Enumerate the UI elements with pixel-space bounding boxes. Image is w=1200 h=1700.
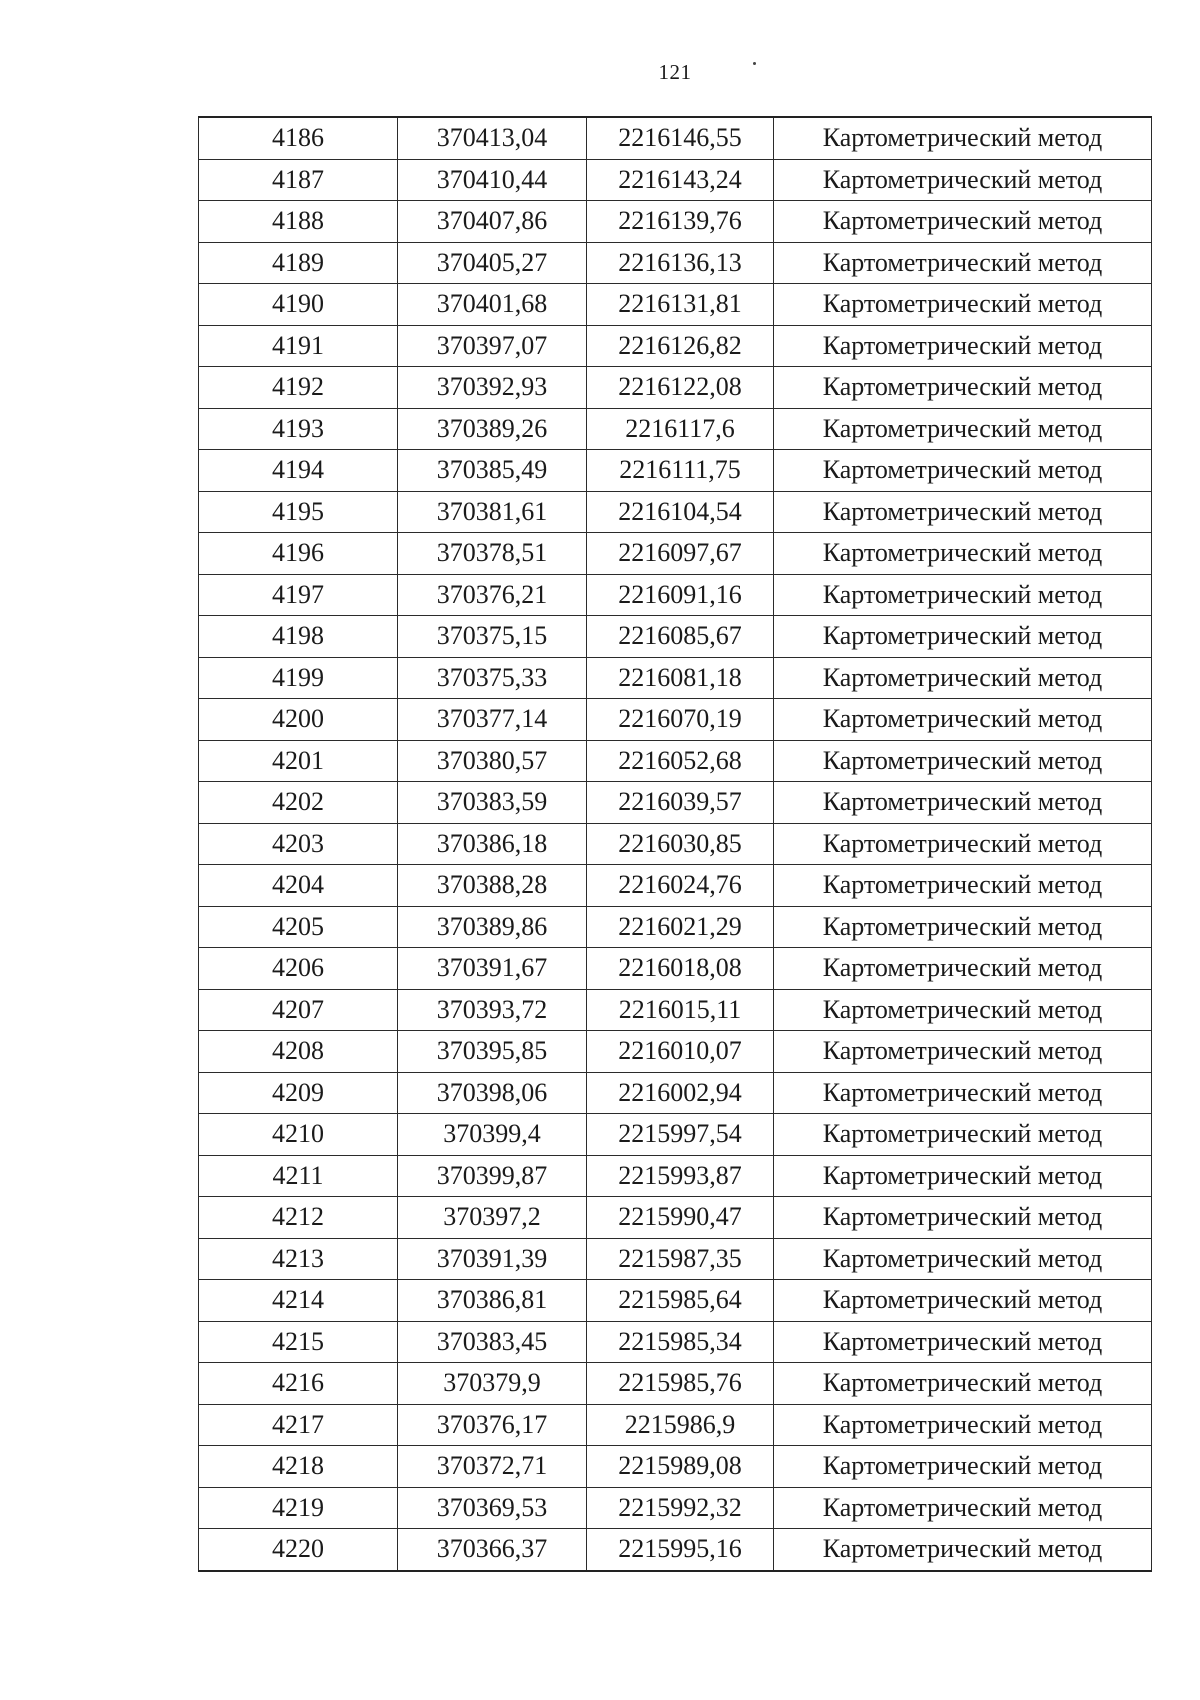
method-cell: Картометрический метод <box>774 1238 1152 1280</box>
x-coordinate-cell: 370398,06 <box>398 1072 587 1114</box>
method-cell: Картометрический метод <box>774 450 1152 492</box>
table-row <box>199 201 1152 243</box>
y-coordinate-cell: 2216091,16 <box>587 574 774 616</box>
table-row <box>199 657 1152 699</box>
method-cell: Картометрический метод <box>774 242 1152 284</box>
x-coordinate-cell: 370376,21 <box>398 574 587 616</box>
table-row <box>199 284 1152 326</box>
table-row <box>199 1114 1152 1156</box>
table-row <box>199 450 1152 492</box>
method-cell: Картометрический метод <box>774 117 1152 159</box>
point-number-cell: 4216 <box>199 1363 398 1405</box>
y-coordinate-cell: 2215987,35 <box>587 1238 774 1280</box>
table-row <box>199 782 1152 824</box>
point-number-cell: 4220 <box>199 1529 398 1571</box>
x-coordinate-cell: 370385,49 <box>398 450 587 492</box>
point-number-cell: 4212 <box>199 1197 398 1239</box>
method-cell: Картометрический метод <box>774 533 1152 575</box>
y-coordinate-cell: 2216039,57 <box>587 782 774 824</box>
point-number-cell: 4191 <box>199 325 398 367</box>
y-coordinate-cell: 2216131,81 <box>587 284 774 326</box>
y-coordinate-cell: 2215985,64 <box>587 1280 774 1322</box>
point-number-cell: 4196 <box>199 533 398 575</box>
x-coordinate-cell: 370407,86 <box>398 201 587 243</box>
x-coordinate-cell: 370397,2 <box>398 1197 587 1239</box>
y-coordinate-cell: 2215985,76 <box>587 1363 774 1405</box>
point-number-cell: 4203 <box>199 823 398 865</box>
method-cell: Картометрический метод <box>774 989 1152 1031</box>
method-cell: Картометрический метод <box>774 823 1152 865</box>
x-coordinate-cell: 370376,17 <box>398 1404 587 1446</box>
x-coordinate-cell: 370405,27 <box>398 242 587 284</box>
x-coordinate-cell: 370386,81 <box>398 1280 587 1322</box>
method-cell: Картометрический метод <box>774 159 1152 201</box>
point-number-cell: 4214 <box>199 1280 398 1322</box>
table-row <box>199 574 1152 616</box>
point-number-cell: 4217 <box>199 1404 398 1446</box>
y-coordinate-cell: 2216021,29 <box>587 906 774 948</box>
x-coordinate-cell: 370378,51 <box>398 533 587 575</box>
point-number-cell: 4205 <box>199 906 398 948</box>
point-number-cell: 4201 <box>199 740 398 782</box>
table-row <box>199 367 1152 409</box>
y-coordinate-cell: 2216143,24 <box>587 159 774 201</box>
y-coordinate-cell: 2216122,08 <box>587 367 774 409</box>
table-row <box>199 325 1152 367</box>
method-cell: Картометрический метод <box>774 740 1152 782</box>
point-number-cell: 4189 <box>199 242 398 284</box>
method-cell: Картометрический метод <box>774 367 1152 409</box>
table-row <box>199 823 1152 865</box>
method-cell: Картометрический метод <box>774 574 1152 616</box>
y-coordinate-cell: 2216146,55 <box>587 117 774 159</box>
point-number-cell: 4202 <box>199 782 398 824</box>
point-number-cell: 4190 <box>199 284 398 326</box>
table-row <box>199 1280 1152 1322</box>
table-row <box>199 948 1152 990</box>
method-cell: Картометрический метод <box>774 906 1152 948</box>
method-cell: Картометрический метод <box>774 491 1152 533</box>
point-number-cell: 4194 <box>199 450 398 492</box>
coordinates-table <box>198 116 1152 1572</box>
y-coordinate-cell: 2215992,32 <box>587 1487 774 1529</box>
method-cell: Картометрический метод <box>774 1529 1152 1571</box>
method-cell: Картометрический метод <box>774 1197 1152 1239</box>
x-coordinate-cell: 370377,14 <box>398 699 587 741</box>
table-row <box>199 533 1152 575</box>
x-coordinate-cell: 370386,18 <box>398 823 587 865</box>
x-coordinate-cell: 370413,04 <box>398 117 587 159</box>
point-number-cell: 4208 <box>199 1031 398 1073</box>
table-row <box>199 1363 1152 1405</box>
method-cell: Картометрический метод <box>774 1446 1152 1488</box>
table-row <box>199 1197 1152 1239</box>
x-coordinate-cell: 370397,07 <box>398 325 587 367</box>
method-cell: Картометрический метод <box>774 1404 1152 1446</box>
method-cell: Картометрический метод <box>774 657 1152 699</box>
x-coordinate-cell: 370379,9 <box>398 1363 587 1405</box>
y-coordinate-cell: 2215997,54 <box>587 1114 774 1156</box>
method-cell: Картометрический метод <box>774 1321 1152 1363</box>
method-cell: Картометрический метод <box>774 325 1152 367</box>
point-number-cell: 4206 <box>199 948 398 990</box>
table-row <box>199 1321 1152 1363</box>
point-number-cell: 4199 <box>199 657 398 699</box>
y-coordinate-cell: 2215989,08 <box>587 1446 774 1488</box>
point-number-cell: 4218 <box>199 1446 398 1488</box>
y-coordinate-cell: 2216097,67 <box>587 533 774 575</box>
y-coordinate-cell: 2216010,07 <box>587 1031 774 1073</box>
table-row <box>199 242 1152 284</box>
x-coordinate-cell: 370395,85 <box>398 1031 587 1073</box>
table-row <box>199 865 1152 907</box>
table-row <box>199 906 1152 948</box>
y-coordinate-cell: 2216030,85 <box>587 823 774 865</box>
point-number-cell: 4210 <box>199 1114 398 1156</box>
x-coordinate-cell: 370366,37 <box>398 1529 587 1571</box>
x-coordinate-cell: 370369,53 <box>398 1487 587 1529</box>
y-coordinate-cell: 2215990,47 <box>587 1197 774 1239</box>
point-number-cell: 4186 <box>199 117 398 159</box>
scan-speck <box>753 62 756 65</box>
point-number-cell: 4209 <box>199 1072 398 1114</box>
y-coordinate-cell: 2216070,19 <box>587 699 774 741</box>
table-row <box>199 740 1152 782</box>
point-number-cell: 4195 <box>199 491 398 533</box>
method-cell: Картометрический метод <box>774 699 1152 741</box>
point-number-cell: 4200 <box>199 699 398 741</box>
method-cell: Картометрический метод <box>774 1280 1152 1322</box>
x-coordinate-cell: 370375,15 <box>398 616 587 658</box>
page-number: 121 <box>658 60 692 84</box>
x-coordinate-cell: 370391,67 <box>398 948 587 990</box>
table-row <box>199 1529 1152 1571</box>
y-coordinate-cell: 2216081,18 <box>587 657 774 699</box>
table-row <box>199 1446 1152 1488</box>
y-coordinate-cell: 2215986,9 <box>587 1404 774 1446</box>
y-coordinate-cell: 2215995,16 <box>587 1529 774 1571</box>
y-coordinate-cell: 2216139,76 <box>587 201 774 243</box>
method-cell: Картометрический метод <box>774 1114 1152 1156</box>
method-cell: Картометрический метод <box>774 201 1152 243</box>
table-row <box>199 1072 1152 1114</box>
y-coordinate-cell: 2216104,54 <box>587 491 774 533</box>
y-coordinate-cell: 2216052,68 <box>587 740 774 782</box>
y-coordinate-cell: 2216018,08 <box>587 948 774 990</box>
point-number-cell: 4188 <box>199 201 398 243</box>
table-row <box>199 1238 1152 1280</box>
x-coordinate-cell: 370391,39 <box>398 1238 587 1280</box>
y-coordinate-cell: 2216085,67 <box>587 616 774 658</box>
point-number-cell: 4219 <box>199 1487 398 1529</box>
y-coordinate-cell: 2216136,13 <box>587 242 774 284</box>
x-coordinate-cell: 370380,57 <box>398 740 587 782</box>
x-coordinate-cell: 370389,86 <box>398 906 587 948</box>
table-row <box>199 117 1152 159</box>
point-number-cell: 4211 <box>199 1155 398 1197</box>
method-cell: Картометрический метод <box>774 1487 1152 1529</box>
table-row <box>199 491 1152 533</box>
table-row <box>199 616 1152 658</box>
table-row <box>199 159 1152 201</box>
method-cell: Картометрический метод <box>774 408 1152 450</box>
method-cell: Картометрический метод <box>774 1031 1152 1073</box>
x-coordinate-cell: 370393,72 <box>398 989 587 1031</box>
point-number-cell: 4192 <box>199 367 398 409</box>
method-cell: Картометрический метод <box>774 948 1152 990</box>
x-coordinate-cell: 370389,26 <box>398 408 587 450</box>
y-coordinate-cell: 2216024,76 <box>587 865 774 907</box>
table-row <box>199 1487 1152 1529</box>
y-coordinate-cell: 2216111,75 <box>587 450 774 492</box>
x-coordinate-cell: 370383,59 <box>398 782 587 824</box>
point-number-cell: 4213 <box>199 1238 398 1280</box>
table-row <box>199 989 1152 1031</box>
x-coordinate-cell: 370375,33 <box>398 657 587 699</box>
point-number-cell: 4207 <box>199 989 398 1031</box>
point-number-cell: 4215 <box>199 1321 398 1363</box>
table-row <box>199 1155 1152 1197</box>
x-coordinate-cell: 370383,45 <box>398 1321 587 1363</box>
method-cell: Картометрический метод <box>774 782 1152 824</box>
table-row <box>199 1404 1152 1446</box>
y-coordinate-cell: 2216117,6 <box>587 408 774 450</box>
table-row <box>199 699 1152 741</box>
x-coordinate-cell: 370410,44 <box>398 159 587 201</box>
y-coordinate-cell: 2215985,34 <box>587 1321 774 1363</box>
x-coordinate-cell: 370388,28 <box>398 865 587 907</box>
point-number-cell: 4197 <box>199 574 398 616</box>
table-row <box>199 408 1152 450</box>
x-coordinate-cell: 370381,61 <box>398 491 587 533</box>
y-coordinate-cell: 2215993,87 <box>587 1155 774 1197</box>
method-cell: Картометрический метод <box>774 1072 1152 1114</box>
table-row <box>199 1031 1152 1073</box>
coordinates-table-body <box>199 117 1152 1571</box>
method-cell: Картометрический метод <box>774 1363 1152 1405</box>
x-coordinate-cell: 370399,87 <box>398 1155 587 1197</box>
y-coordinate-cell: 2216126,82 <box>587 325 774 367</box>
point-number-cell: 4187 <box>199 159 398 201</box>
point-number-cell: 4193 <box>199 408 398 450</box>
method-cell: Картометрический метод <box>774 1155 1152 1197</box>
x-coordinate-cell: 370399,4 <box>398 1114 587 1156</box>
y-coordinate-cell: 2216002,94 <box>587 1072 774 1114</box>
y-coordinate-cell: 2216015,11 <box>587 989 774 1031</box>
method-cell: Картометрический метод <box>774 616 1152 658</box>
x-coordinate-cell: 370372,71 <box>398 1446 587 1488</box>
method-cell: Картометрический метод <box>774 865 1152 907</box>
point-number-cell: 4204 <box>199 865 398 907</box>
x-coordinate-cell: 370401,68 <box>398 284 587 326</box>
method-cell: Картометрический метод <box>774 284 1152 326</box>
point-number-cell: 4198 <box>199 616 398 658</box>
x-coordinate-cell: 370392,93 <box>398 367 587 409</box>
